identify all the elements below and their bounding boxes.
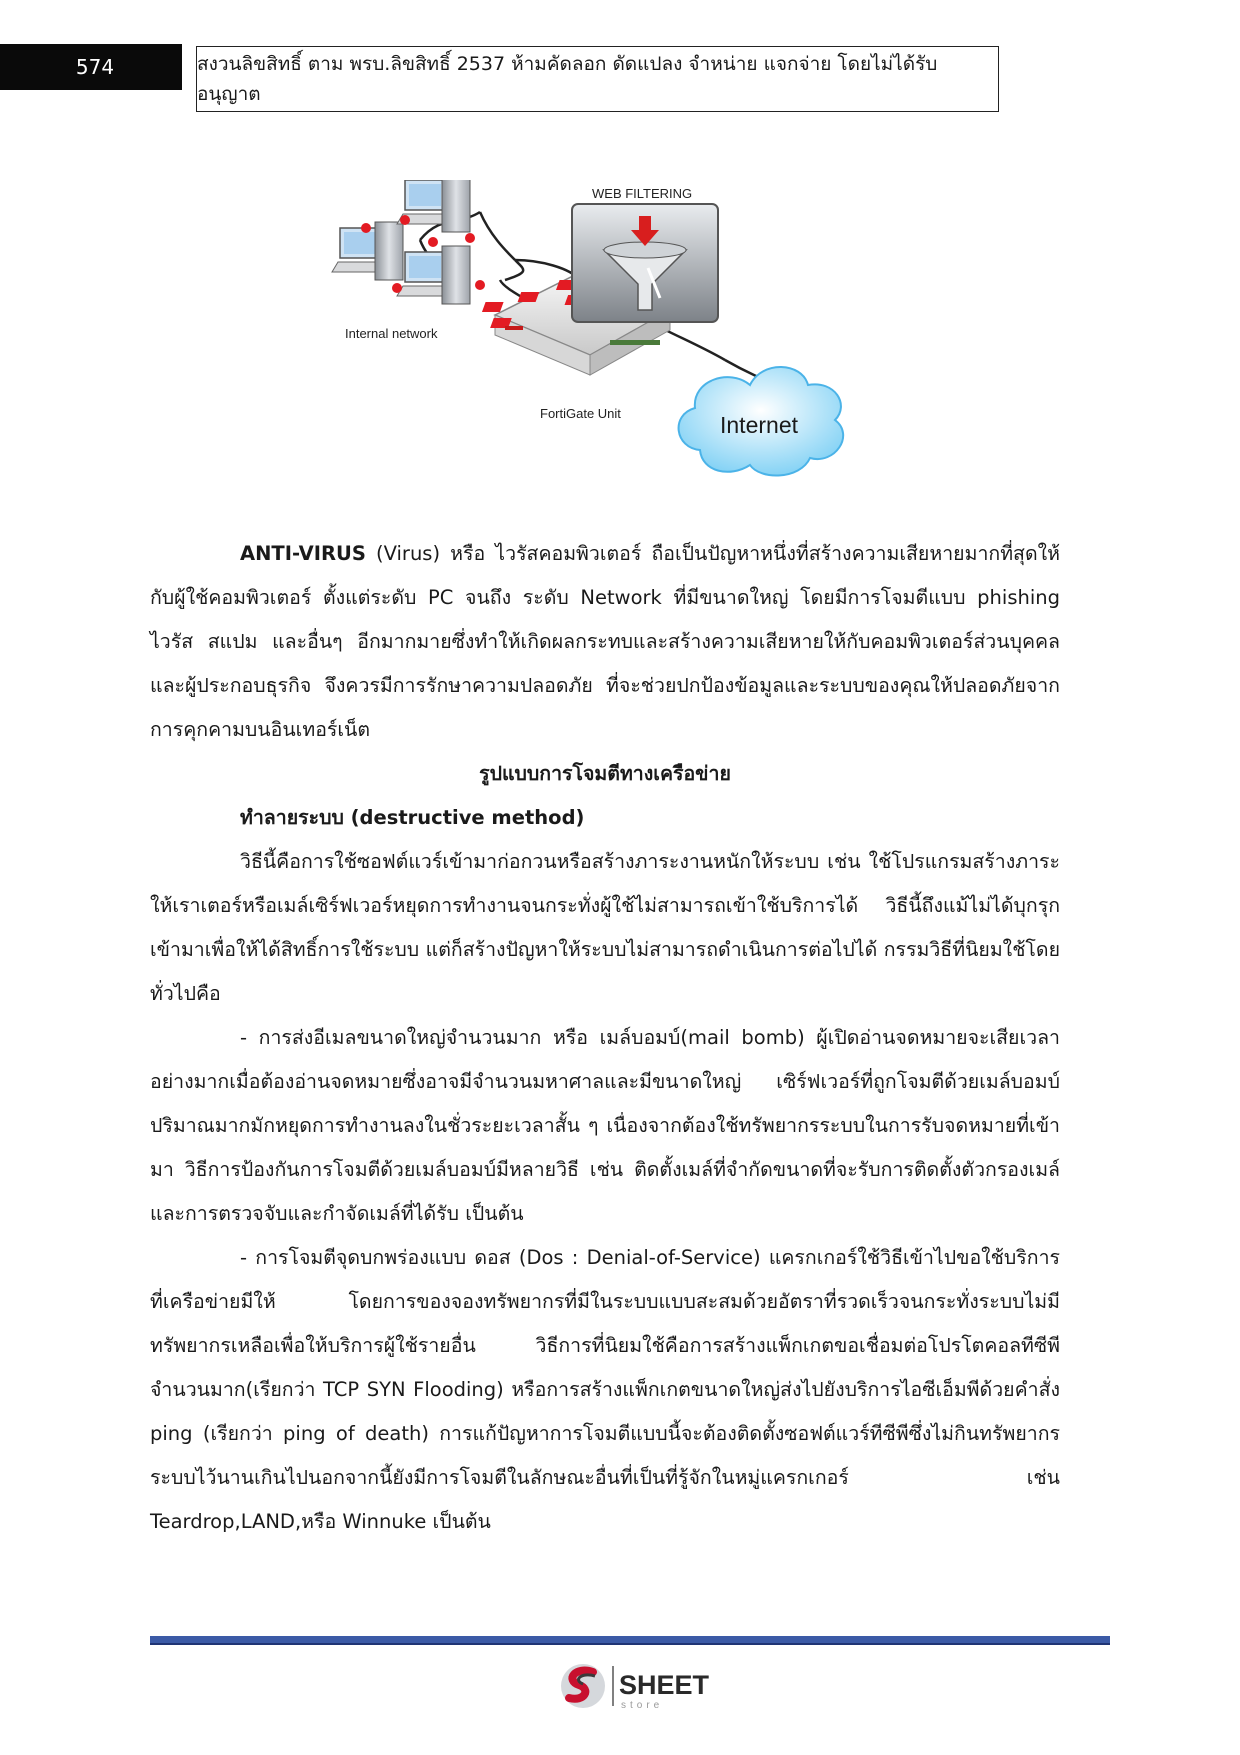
sheet-store-logo bbox=[555, 1658, 725, 1714]
antivirus-term: ANTI-VIRUS bbox=[240, 542, 366, 565]
internet-label: Internet bbox=[720, 412, 798, 438]
copyright-header bbox=[196, 46, 999, 112]
logo-text: SHEET bbox=[619, 1670, 710, 1700]
paragraph-destructive-method: วิธีนี้คือการใช้ซอฟต์แวร์เข้ามาก่อกวนหรือสร้างภาระงานหนักให้ระบบ เช่น ใช้โปรแกรมสร้างภาระให้เราเตอร์หรือเมล์เซิร์ฟเวอร์หยุดการทำงานจนกระทั่งผู้ใช้ไม่สามารถเข้าใช้บริการได้ วิธีนี้ถึงแม้ไม่ได้บุกรุกเข้ามาเพื่อให้ได้สิทธิ์การใช้ระบบ แต่ก็สร้างปัญหาให้ระบบไม่สามารถดำเนินการต่อไปได้ กรรมวิธีที่นิยมใช้โดยทั่วไปคือ bbox=[150, 850, 1060, 1005]
page-number: 574 bbox=[0, 44, 182, 90]
logo-subtext: store bbox=[621, 1700, 664, 1711]
network-diagram bbox=[330, 180, 890, 515]
sub-heading: ทำลายระบบ (destructive method) bbox=[240, 806, 585, 829]
section-heading: รูปแบบการโจมตีทางเครือข่าย bbox=[479, 762, 731, 785]
paragraph-mail-bomb: - การส่งอีเมลขนาดใหญ่จำนวนมาก หรือ เมล์บอมบ์(mail bomb) ผู้เปิดอ่านจดหมายจะเสียเวลาอย่างมากเมื่อต้องอ่านจดหมายซึ่งอาจมีจำนวนมหาศาลและมีขนาดใหญ่ เซิร์ฟเวอร์ที่ถูกโจมตีด้วยเมล์บอมบ์ปริมาณมากมักหยุดการทำงานลงในชั่วระยะเวลาสั้น ๆ เนื่องจากต้องใช้ทรัพยากรระบบในการรับจดหมายที่เข้ามา วิธีการป้องกันการโจมตีด้วยเมล์บอมบ์มีหลายวิธี เช่น ติดตั้งเมล์ที่จำกัดขนาดที่จะรับการติดตั้งตัวกรองเมล์ และการตรวจจับและกำจัดเมล์ที่ได้รับ เป็นต้น bbox=[150, 1026, 1060, 1225]
web-filtering-label: WEB FILTERING bbox=[592, 186, 693, 201]
footer-divider bbox=[150, 1636, 1110, 1645]
workstation-icon bbox=[397, 180, 470, 232]
workstation-icon bbox=[397, 246, 470, 304]
paragraph-dos: - การโจมตีจุดบกพร่องแบบ ดอส (Dos : Denial-of-Service) แครกเกอร์ใช้วิธีเข้าไปขอใช้บริการที่เครือข่ายมีให้ โดยการของจองทรัพยากรที่มีในระบบแบบสะสมด้วยอัตราที่รวดเร็วจนกระทั่งระบบไม่มีทรัพยากรเหลือเพื่อให้บริการผู้ใช้รายอื่น วิธีการที่นิยมใช้คือการสร้างแพ็กเกตขอเชื่อมต่อโปรโตคอลทีซีพีจำนวนมาก(เรียกว่า TCP SYN Flooding) หรือการสร้างแพ็กเกตขนาดใหญ่ส่งไปยังบริการไอซีเอ็มพีด้วยคำสั่ง ping (เรียกว่า ping of death) การแก้ปัญหาการโจมตีแบบนี้จะต้องติดตั้งซอฟต์แวร์ทีซีพีซึ่งไม่กินทรัพยากรระบบไว้นานเกินไปนอกจากนี้ยังมีการโจมตีในลักษณะอื่นที่เป็นที่รู้จักในหมู่แครกเกอร์ เช่น Teardrop,LAND,หรือ Winnuke เป็นต้น bbox=[150, 1246, 1060, 1533]
copyright-notice: สงวนลิขสิทธิ์ ตาม พรบ.ลิขสิทธิ์ 2537 ห้ามคัดลอก ดัดแปลง จำหน่าย แจกจ่าย โดยไม่ได้รับอนุญาต bbox=[197, 53, 938, 105]
article-body bbox=[150, 532, 1060, 1544]
web-filtering-panel bbox=[572, 186, 718, 322]
internal-network-label: Internal network bbox=[345, 326, 438, 341]
antivirus-text: (Virus) หรือ ไวรัสคอมพิวเตอร์ ถือเป็นปัญหาหนึ่งที่สร้างความเสียหายมากที่สุดให้กับผู้ใช้คอมพิวเตอร์ ตั้งแต่ระดับ PC จนถึง ระดับ Network ที่มีขนาดใหญ่ โดยมีการโจมตีแบบ phishing ไวรัส สแปม และอื่นๆ อีกมากมายซึ่งทำให้เกิดผลกระทบและสร้างความเสียหายให้กับคอมพิวเตอร์ส่วนบุคคลและผู้ประกอบธุรกิจ จึงควรมีการรักษาความปลอดภัย ที่จะช่วยปกป้องข้อมูลและระบบของคุณให้ปลอดภัยจากการคุกคามบนอินเทอร์เน็ต bbox=[150, 542, 1060, 741]
internet-cloud bbox=[679, 367, 844, 476]
paragraph-antivirus bbox=[150, 532, 1060, 752]
fortigate-unit-label: FortiGate Unit bbox=[540, 406, 621, 421]
